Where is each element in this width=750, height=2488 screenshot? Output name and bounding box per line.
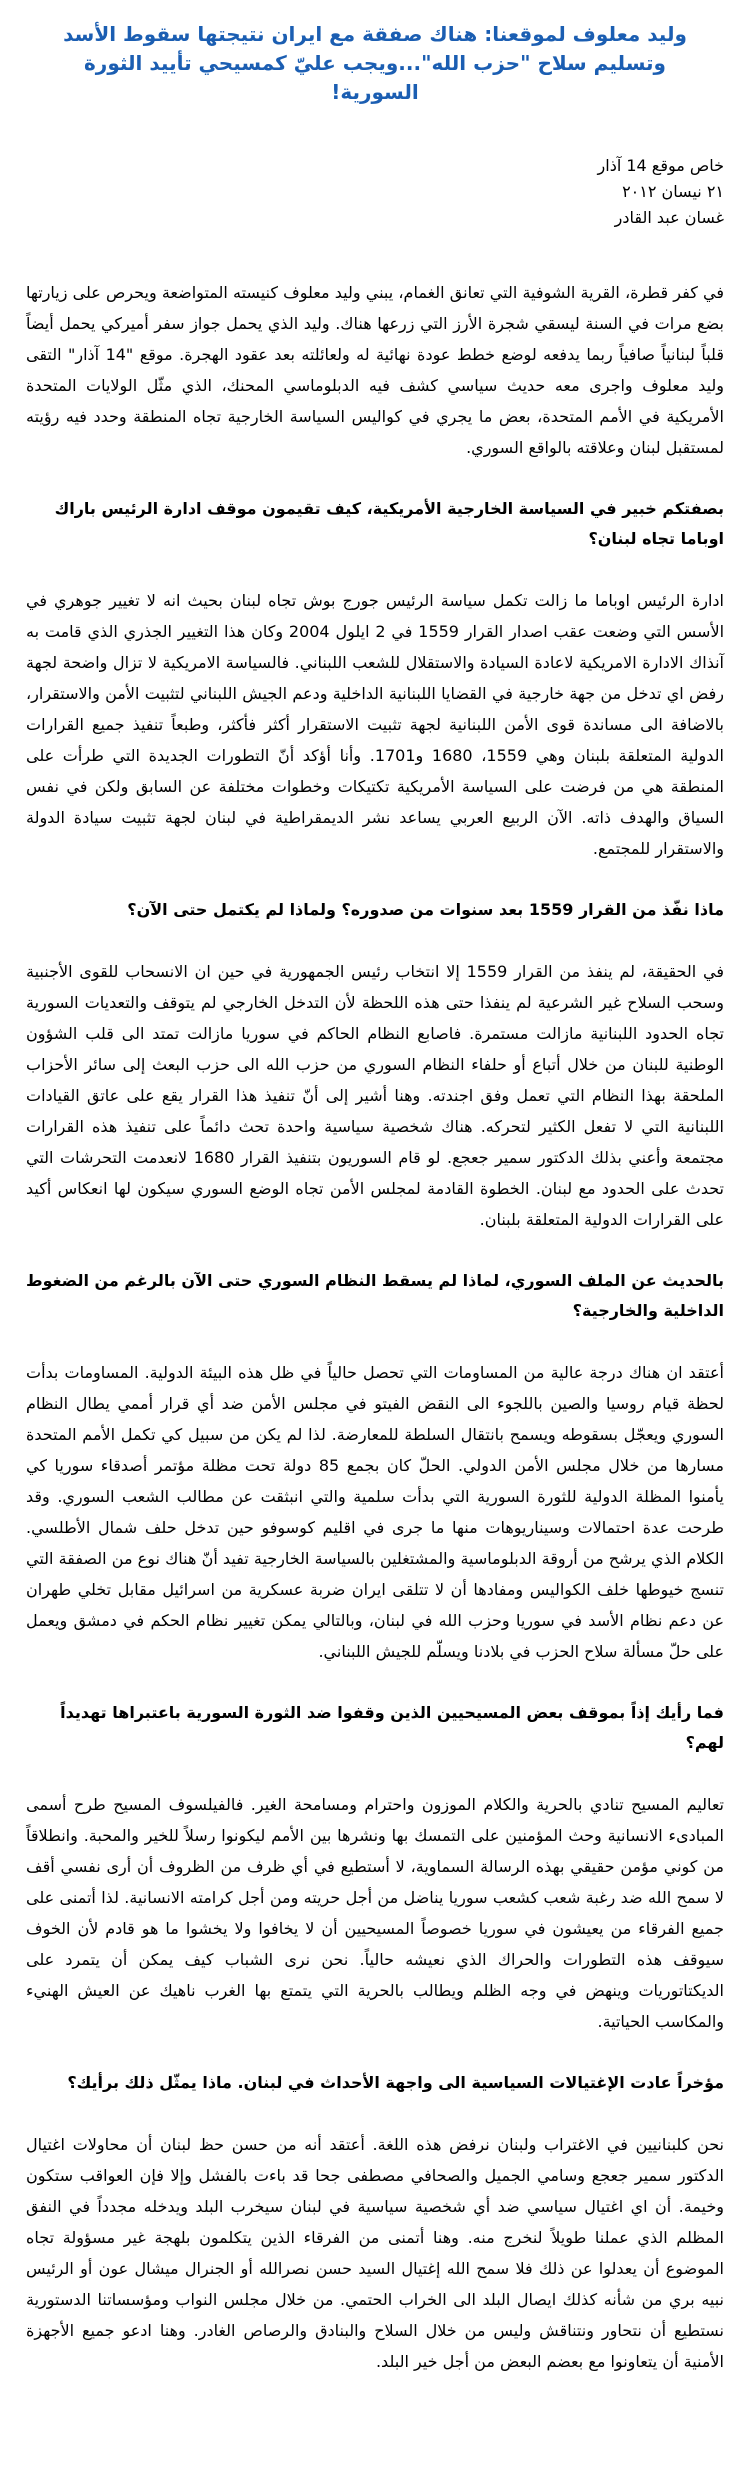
answer-paragraph: ادارة الرئيس اوباما ما زالت تكمل سياسة الرئيس جورج بوش تجاه لبنان بحيث انه لا تغيير جوهري في الأسس التي وضعت عقب اصدار القرار 1559 في 2 ايلول 2004 وكان هذا التغيير الجذري الذي قامت به آنذاك الادارة الامريكية لاعادة السيادة والاستقلال للشعب اللبناني. فالسياسة الامريكية لا تزال واضحة لجهة رفض اي تدخل من جهة خارجية في القضايا اللبنانية الداخلية ودعم الجيش اللبناني لتثبيت الأمن والاستقرار، بالاضافة الى مساندة قوى الأمن اللبنانية لجهة تثبيت الاستقرار أكثر فأكثر، وطبعاً تنفيذ جميع القرارات الدولية المتعلقة بلبنان وهي 1559، 1680 و1701. وأنا أؤكد أنّ التطورات الجديدة التي طرأت على المنطقة هي من فرضت على السياسة الأمريكية تكتيكات وخطوات مختلفة عن السابق ولكن في نفس السياق والهدف ذاته. الآن الربيع العربي يساعد نشر الديمقراطية في لبنان لجهة تثبيت سيادة الدولة والاستقرار للمجتمع.: [26, 591, 725, 858]
question-heading: ماذا نفّذ من القرار 1559 بعد سنوات من صدوره؟ ولماذا لم يكتمل حتى الآن؟: [127, 900, 724, 919]
question-heading: مؤخراً عادت الإغتيالات السياسية الى واجهة الأحداث في لبنان. ماذا يمثّل ذلك برأيك؟: [67, 2073, 724, 2092]
answer-paragraph: أعتقد ان هناك درجة عالية من المساومات التي تحصل حالياً في ظل هذه البيئة الدولية. المساومات بدأت لحظة قيام روسيا والصين باللجوء الى النقض الفيتو في مجلس الأمن ضد أي قرار أممي يطال النظام السوري ويعجّل بسقوطه ويسمح بانتقال السلطة للمعارضة. لذا لم يكن من سبيل كي تكمل الأمم المتحدة مسارها من خلال مجلس الأمن الدولي. الحلّ كان بجمع 85 دولة تحت مظلة مؤتمر أصدقاء سوريا كي يأمنوا المظلة الدولية للثورة السورية التي بدأت سلمية والتي انبثقت عن مطالب الشعب السوري. وقد طرحت عدة احتمالات وسيناريوهات منها ما جرى في اقليم كوسوفو حين تدخل حلف شمال الأطلسي. الكلام الذي يرشح من أروقة الدبلوماسية والمشتغلين بالسياسة الخارجية تفيد أنّ هناك نوع من الصفقة التي تنسج خيوطها خلف الكواليس ومفادها أن لا تتلقى ايران ضربة عسكرية من اسرائيل مقابل تخلي طهران عن دعم نظام الأسد في سوريا وحزب الله في لبنان، وبالتالي يمكن تغيير نظام الحكم في دمشق ويعمل على حلّ مسألة سلاح الحزب في بلادنا ويسلّم للجيش اللبناني.: [26, 1363, 724, 1661]
article-title: وليد معلوف لموقعنا: هناك صفقة مع ايران نتيجتها سقوط الأسد وتسليم سلاح "حزب الله"...ويجب عليّ كمسيحي تأييد الثورة السورية!: [63, 22, 687, 104]
byline: [26, 153, 724, 231]
byline-source: خاص موقع 14 آذار: [597, 156, 724, 175]
answer-paragraph: تعاليم المسيح تنادي بالحرية والكلام الموزون واحترام ومسامحة الغير. فالفيلسوف المسيح طرح أسمى المبادىء الانسانية وحث المؤمنين على التمسك بها ونشرها بين الأمم ليكونوا رسلاً للخير والمحبة. وانطلاقاً من كوني مؤمن حقيقي بهذه الرسالة السماوية، لا أستطيع في أي ظرف من الظروف أن أرى نفسي أقف لا سمح الله ضد رغبة شعب كشعب سوريا يناضل من أجل حريته ومن أجل كرامته الانسانية. لذا أتمنى على جميع الفرقاء من يعيشون في سوريا خصوصاً المسيحيين أن لا يخافوا ولا يخشوا ما هو قادم لأن الخوف سيوقف هذه التطورات والحراك الذي نعيشه حالياً. نحن نرى الشباب كيف يمكن أن يتمرد على الديكتاتوريات وينهض في وجه الظلم ويطالب بالحرية التي يتمتع بها الغرب ناهيك عن العيش الهنيء والمكاسب الحياتية.: [26, 1795, 724, 2031]
byline-author: غسان عبد القادر: [614, 208, 724, 227]
intro-paragraph: في كفر قطرة، القرية الشوفية التي تعانق الغمام، يبني وليد معلوف كنيسته المتواضعة ويحرص على زيارتها بضع مرات في السنة ليسقي شجرة الأرز التي زرعها هناك. وليد الذي يحمل جواز سفر أميركي يحمل أيضاً قلباً لبنانياً صافياً ربما يدفعه لوضع خطط عودة نهائية له ولعائلته بعد عقود الهجرة. موقع "14 آذار" التقى وليد معلوف واجرى معه حديث سياسي كشف فيه الدبلوماسي المحنك، الذي مثّل الولايات المتحدة الأمريكية في الأمم المتحدة، بعض ما يجري في كواليس السياسة الخارجية تجاه المنطقة وحدد فيه رؤيته لمستقبل لبنان وعلاقته بالواقع السوري.: [26, 283, 725, 457]
byline-date: ٢١ نيسان ٢٠١٢: [622, 182, 724, 201]
interview-body: [26, 494, 724, 2377]
answer-paragraph: نحن كلبنانيين في الاغتراب ولبنان نرفض هذه اللغة. أعتقد أنه من حسن حظ لبنان أن محاولات اغتيال الدكتور سمير جعجع وسامي الجميل والصحافي مصطفى جحا قد باءت بالفشل وإلا فإن العواقب ستكون وخيمة. أن اي اغتيال سياسي ضد أي شخصية سياسية في لبنان سيخرب البلد ويدخله مجدداً في النفق المظلم الذي عملنا طويلاً لنخرج منه. وهنا أتمنى من الفرقاء الذين يتكلمون بلهجة غير مسؤولة تجاه الموضوع أن يعدلوا عن ذلك فلا سمح الله إغتيال السيد حسن نصرالله أو الجنرال ميشال عون أو الرئيس نبيه بري من شأنه كذلك ايصال البلد الى الخراب الحتمي. من خلال مجلس النواب ومؤسساتنا الدستورية نستطيع أن نتحاور ونتناقش وليس من خلال السلاح والبنادق والرصاص الغادر. وهنا ادعو جميع الأجهزة الأمنية أن يتعاونوا مع بعضم البعض من أجل خير البلد.: [26, 2135, 724, 2371]
question-heading: بصفتكم خبير في السياسة الخارجية الأمريكية، كيف تقيمون موقف ادارة الرئيس باراك اوباما تجاه لبنان؟: [54, 499, 724, 548]
question-heading: بالحديث عن الملف السوري، لماذا لم يسقط النظام السوري حتى الآن بالرغم من الضغوط الداخلية والخارجية؟: [26, 1271, 724, 1320]
answer-paragraph: في الحقيقة، لم ينفذ من القرار 1559 إلا انتخاب رئيس الجمهورية في حين ان الانسحاب للقوى الأجنبية وسحب السلاح غير الشرعية لم ينفذا حتى هذه اللحظة لأن التدخل الخارجي لم يتوقف والتعديات السورية تجاه الحدود اللبنانية مازالت مستمرة. فاصابع النظام الحاكم في سوريا مازالت تمتد الى قلب الشؤون الوطنية للبنان من خلال أتباع أو حلفاء النظام السوري من حزب الله الى حزب البعث إلى سائر الأحزاب الملحقة بهذا النظام التي تعمل وفق اجندته. وهنا أشير إلى أنّ تنفيذ هذا القرار يقع على عاتق القيادات اللبنانية التي لا تفعل الكثير لتحركه. هناك شخصية سياسية واحدة تحث دائماً على تنفيذ هذه القرارات مجتمعة وأعني بذلك الدكتور سمير جعجع. لو قام السوريون بتنفيذ القرار 1680 لانعدمت التحرشات التي تحدث على الحدود مع لبنان. الخطوة القادمة لمجلس الأمن تجاه الوضع السوري سيكون لها انعكاس أكيد على القرارات الدولية المتعلقة بلبنان.: [26, 962, 724, 1229]
question-heading: فما رأيك إذاً بموقف بعض المسيحيين الذين وقفوا ضد الثورة السورية باعتبراها تهديداً لهم؟: [60, 1703, 724, 1752]
